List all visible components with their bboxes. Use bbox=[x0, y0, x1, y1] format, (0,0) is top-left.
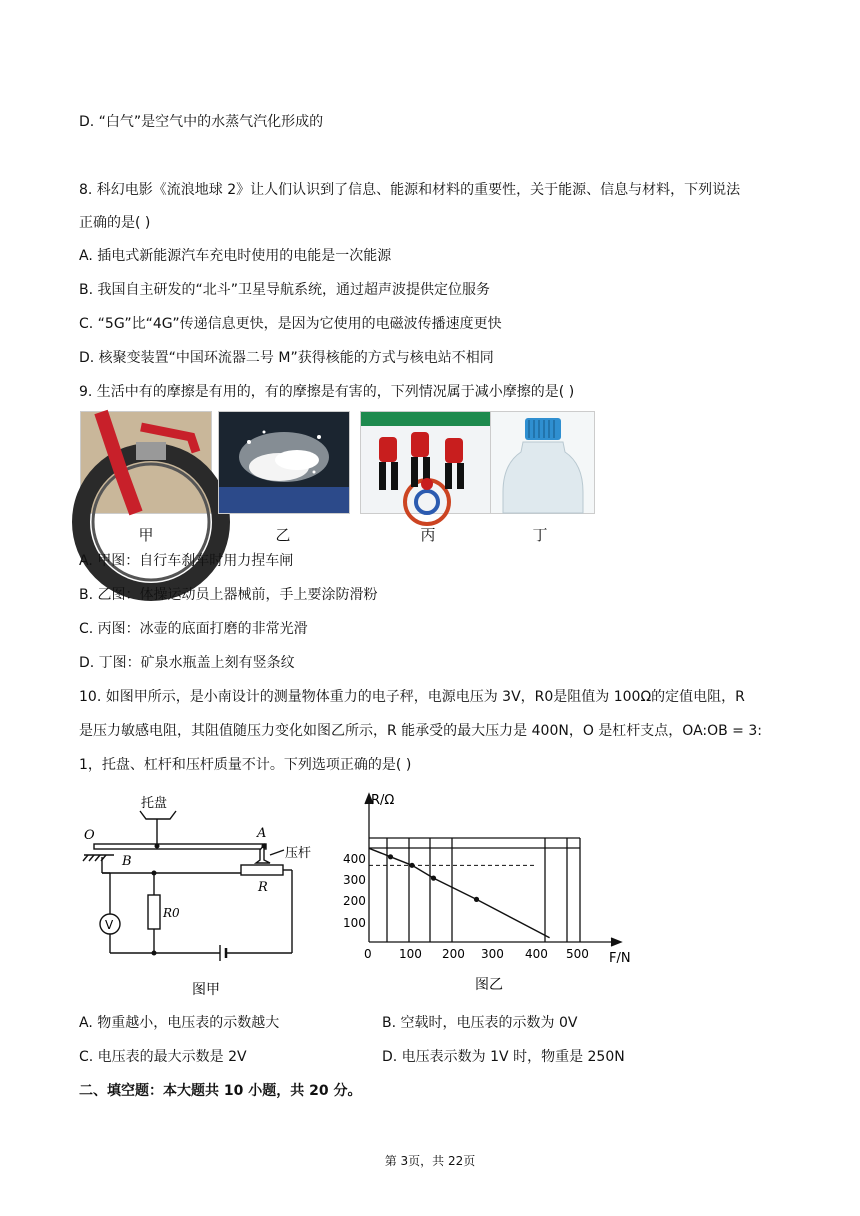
option-9a: A. 甲图：自行车刹车时用力捏车闸 bbox=[79, 553, 294, 569]
question-8-stem-cont: 正确的是( ) bbox=[79, 215, 151, 231]
caption-yi: 乙 bbox=[275, 526, 291, 544]
caption-ding: 丁 bbox=[532, 526, 548, 544]
x-tick-400: 400 bbox=[525, 947, 548, 961]
gymnast-chalk-image bbox=[218, 411, 350, 514]
x-tick-100: 100 bbox=[399, 947, 422, 961]
label-o: O bbox=[84, 828, 95, 843]
label-a: A bbox=[257, 826, 267, 841]
tray-label: 托盘 bbox=[141, 796, 168, 811]
option-9b: B. 乙图：体操运动员上器械前，手上要涂防滑粉 bbox=[79, 587, 378, 603]
label-r: R bbox=[258, 880, 268, 895]
label-b: B bbox=[122, 854, 132, 869]
resistance-line bbox=[369, 848, 550, 937]
option-9d: D. 丁图：矿泉水瓶盖上刻有竖条纹 bbox=[79, 655, 295, 671]
option-7d: D. “白气”是空气中的水蒸气汽化形成的 bbox=[79, 114, 324, 130]
question-9-stem: 9. 生活中有的摩擦是有用的，有的摩擦是有害的，下列情况属于减小摩擦的是( ) bbox=[79, 384, 575, 400]
y-axis-label: R/Ω bbox=[371, 793, 395, 808]
option-10a: A. 物重越小，电压表的示数越大 bbox=[79, 1015, 280, 1031]
label-v: V bbox=[105, 918, 114, 932]
question-8-stem: 8. 科幻电影《流浪地球 2》让人们认识到了信息、能源和材料的重要性，关于能源、信息与材料，下列说法 bbox=[79, 182, 741, 198]
option-8a: A. 插电式新能源汽车充电时使用的电能是一次能源 bbox=[79, 248, 392, 264]
data-point bbox=[388, 854, 393, 859]
question-10-stem-cont: 是压力敏感电阻，其阻值随压力变化如图乙所示，R 能承受的最大压力是 400N，O 是杠杆支点，OA:OB = 3: bbox=[79, 723, 762, 739]
y-tick-100: 100 bbox=[343, 916, 366, 930]
option-10d: D. 电压表示数为 1V 时，物重是 250N bbox=[382, 1049, 625, 1065]
data-point bbox=[474, 897, 479, 902]
curling-image bbox=[360, 411, 492, 514]
section-heading: 二、填空题：本大题共 10 小题，共 20 分。 bbox=[79, 1083, 362, 1099]
caption-circuit: 图甲 bbox=[192, 982, 220, 998]
x-axis-label: F/N bbox=[609, 951, 631, 966]
caption-jia: 甲 bbox=[138, 526, 154, 544]
y-tick-200: 200 bbox=[343, 894, 366, 908]
y-tick-400: 400 bbox=[343, 852, 366, 866]
x-tick-300: 300 bbox=[481, 947, 504, 961]
water-bottle-image bbox=[490, 411, 595, 514]
option-10b: B. 空载时，电压表的示数为 0V bbox=[382, 1015, 578, 1031]
option-9c: C. 丙图：冰壶的底面打磨的非常光滑 bbox=[79, 621, 308, 637]
rod-label: 压杆 bbox=[285, 846, 312, 861]
caption-bing: 丙 bbox=[420, 526, 436, 544]
caption-graph: 图乙 bbox=[475, 977, 503, 993]
circuit-diagram bbox=[80, 795, 330, 1000]
y-tick-300: 300 bbox=[343, 873, 366, 887]
x-tick-0: 0 bbox=[364, 947, 372, 961]
option-10c: C. 电压表的最大示数是 2V bbox=[79, 1049, 247, 1065]
page-footer: 第 3页，共 22页 bbox=[384, 1154, 476, 1168]
bicycle-brake-image bbox=[80, 411, 212, 514]
question-10-stem-end: 1，托盘、杠杆和压杆质量不计。下列选项正确的是( ) bbox=[79, 757, 412, 773]
option-8b: B. 我国自主研发的“北斗”卫星导航系统，通过超声波提供定位服务 bbox=[79, 282, 491, 298]
question-10-stem: 10. 如图甲所示，是小南设计的测量物体重力的电子秤，电源电压为 3V，R0是阻值为 100Ω的定值电阻，R bbox=[79, 689, 745, 705]
option-8c: C. “5G”比“4G”传递信息更快，是因为它使用的电磁波传播速度更快 bbox=[79, 316, 502, 332]
data-point bbox=[431, 876, 436, 881]
option-8d: D. 核聚变装置“中国环流器二号 M”获得核能的方式与核电站不相同 bbox=[79, 350, 494, 366]
x-tick-500: 500 bbox=[566, 947, 589, 961]
resistance-force-chart bbox=[343, 790, 655, 1000]
label-r0: R0 bbox=[163, 906, 180, 920]
x-tick-200: 200 bbox=[442, 947, 465, 961]
